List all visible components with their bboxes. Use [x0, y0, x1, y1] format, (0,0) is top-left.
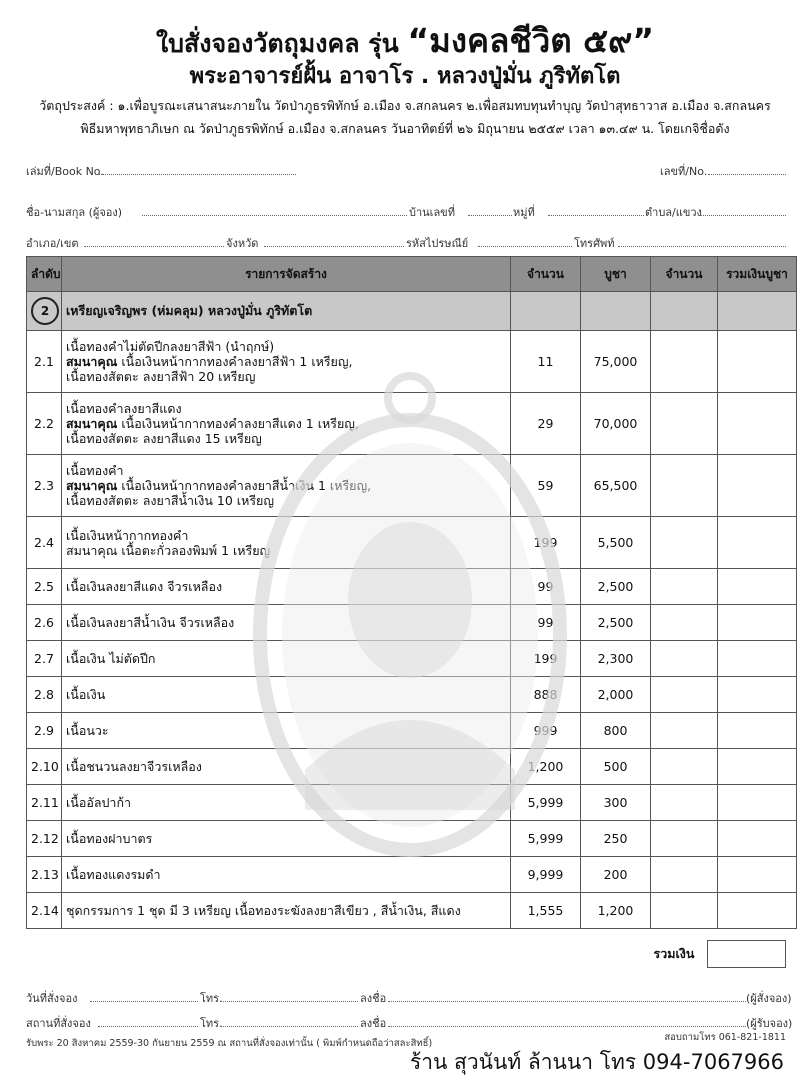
order-total-field[interactable]	[718, 749, 797, 785]
item-description	[62, 857, 511, 893]
ceremony-line: พิธีมหาพุทธาภิเษก ณ วัดป่าภูธรพิทักษ์ อ.เมือง จ.สกลนคร วันอาทิตย์ที่ ๒๖ มิถุนายน ๒๕๕๙ เวลา ๑๓.๔๙ น. โดยเกจิชื่อดัง	[80, 121, 730, 136]
title-series: “มงคลชีวิต ๕๙”	[407, 21, 655, 60]
order-quantity-field[interactable]	[651, 821, 718, 857]
items-table	[26, 256, 797, 929]
item-code: 2.14	[27, 893, 62, 929]
item-quantity-made: 5,999	[511, 785, 581, 821]
table-row	[27, 677, 797, 713]
line-text: เนื้อเงิน	[66, 687, 106, 702]
group-empty-cell	[718, 292, 797, 331]
item-price: 500	[581, 749, 651, 785]
item-description-line	[66, 493, 506, 508]
col-quantity-made: จำนวน	[511, 257, 581, 292]
col-order-quantity: จำนวน	[651, 257, 718, 292]
item-description-line	[66, 687, 506, 702]
item-quantity-made: 5,999	[511, 821, 581, 857]
item-code: 2.9	[27, 713, 62, 749]
table-row	[27, 605, 797, 641]
item-description-line	[66, 543, 506, 558]
item-description-line	[66, 615, 506, 630]
item-code: 2.5	[27, 569, 62, 605]
item-description	[62, 785, 511, 821]
orderer-label: (ผู้สั่งจอง)	[746, 992, 792, 1005]
item-code: 2.12	[27, 821, 62, 857]
item-price: 2,500	[581, 605, 651, 641]
item-quantity-made: 199	[511, 517, 581, 569]
bonus-label: สมนาคุณ	[66, 416, 118, 431]
group-number: 2	[31, 297, 59, 325]
item-description-line	[66, 528, 506, 543]
book-no-field[interactable]	[96, 174, 296, 175]
item-code: 2.13	[27, 857, 62, 893]
province-field[interactable]	[264, 246, 404, 247]
item-description-line	[66, 903, 506, 918]
no-label: เลขที่/No.	[660, 165, 708, 178]
col-price: บูชา	[581, 257, 651, 292]
order-total-field[interactable]	[718, 821, 797, 857]
item-price: 2,300	[581, 641, 651, 677]
order-total-field[interactable]	[718, 713, 797, 749]
table-row	[27, 569, 797, 605]
line-text: เนื้อเงินลงยาสีแดง จีวรเหลือง	[66, 579, 223, 594]
table-row	[27, 785, 797, 821]
orderer-signature-field[interactable]	[388, 1001, 746, 1002]
table-row	[27, 857, 797, 893]
line-text: เนื้อทองคำ	[66, 463, 124, 478]
item-description-line	[66, 401, 506, 416]
order-date-field[interactable]	[90, 1001, 198, 1002]
bonus-label: สมนาคุณ	[66, 478, 118, 493]
order-quantity-field[interactable]	[651, 713, 718, 749]
monks-title: พระอาจารย์ฝั้น อาจาโร . หลวงปู่มั่น ภูริทัตโต	[189, 64, 621, 89]
item-description-line	[66, 831, 506, 846]
order-place-label: สถานที่สั่งจอง	[26, 1017, 91, 1030]
order-place-field[interactable]	[98, 1026, 198, 1027]
order-total-field[interactable]	[718, 641, 797, 677]
no-field[interactable]	[708, 174, 786, 175]
total-amount-field[interactable]	[707, 940, 786, 968]
item-code: 2.6	[27, 605, 62, 641]
line-text: เนื้อทองแดงรมดำ	[66, 867, 161, 882]
line-text: สมนาคุณ เนื้อตะกั่วลองพิมพ์ 1 เหรียญ	[66, 542, 271, 558]
order-quantity-field[interactable]	[651, 677, 718, 713]
item-price: 1,200	[581, 893, 651, 929]
item-quantity-made: 1,200	[511, 749, 581, 785]
order-quantity-field[interactable]	[651, 455, 718, 517]
line-text: เนื้อทองสัตตะ ลงยาสีฟ้า 20 เหรียญ	[66, 369, 256, 384]
receive-note: รับพระ 20 สิงหาคม 2559-30 กันยายน 2559 ณ สถานที่สั่งจองเท่านั้น ( พิมพ์กำหนดถือว่าสละสิทธิ์)	[26, 1038, 433, 1049]
item-price: 200	[581, 857, 651, 893]
group-title: เหรียญเจริญพร (ห่มคลุม) หลวงปู่มั่น ภูริทัตโต	[62, 292, 511, 331]
group-empty-cell	[651, 292, 718, 331]
order-quantity-field[interactable]	[651, 785, 718, 821]
group-empty-cell	[581, 292, 651, 331]
item-code: 2.10	[27, 749, 62, 785]
item-description-line	[66, 463, 506, 478]
order-quantity-field[interactable]	[651, 893, 718, 929]
item-quantity-made: 59	[511, 455, 581, 517]
total-label: รวมเงิน	[653, 946, 695, 961]
item-description	[62, 749, 511, 785]
moo-label: หมู่ที่	[513, 206, 535, 219]
province-label: จังหวัด	[226, 237, 259, 250]
item-quantity-made: 1,555	[511, 893, 581, 929]
subdistrict-label: ตำบล/แขวง	[645, 206, 702, 219]
item-code: 2.1	[27, 331, 62, 393]
item-description	[62, 641, 511, 677]
table-row	[27, 393, 797, 455]
place-tel-field[interactable]	[220, 1026, 358, 1027]
order-total-field[interactable]	[718, 455, 797, 517]
bonus-label: สมนาคุณ	[66, 354, 118, 369]
line-text: เนื้อทองคำลงยาสีแดง	[66, 401, 182, 416]
item-description-line	[66, 478, 506, 493]
order-total-field[interactable]	[718, 605, 797, 641]
order-total-field[interactable]	[718, 785, 797, 821]
table-row	[27, 641, 797, 677]
item-description	[62, 677, 511, 713]
place-tel-label: โทร.	[200, 1017, 223, 1030]
house-no-label: บ้านเลขที่	[409, 206, 455, 219]
item-description-line	[66, 579, 506, 594]
order-quantity-field[interactable]	[651, 605, 718, 641]
item-price: 300	[581, 785, 651, 821]
item-price: 800	[581, 713, 651, 749]
group-empty-cell	[511, 292, 581, 331]
item-description-line	[66, 723, 506, 738]
name-field[interactable]	[142, 215, 407, 216]
title-prefix: ใบสั่งจองวัตถุมงคล รุ่น	[155, 29, 399, 58]
item-description	[62, 331, 511, 393]
item-description	[62, 569, 511, 605]
item-quantity-made: 29	[511, 393, 581, 455]
item-quantity-made: 99	[511, 569, 581, 605]
group-row	[27, 292, 797, 331]
item-description	[62, 605, 511, 641]
district-label: อำเภอ/เขต	[26, 237, 79, 250]
item-code: 2.3	[27, 455, 62, 517]
order-total-field[interactable]	[718, 331, 797, 393]
order-total-field[interactable]	[718, 857, 797, 893]
line-text: เนื้อเงินหน้ากากทองคำลงยาสีฟ้า 1 เหรียญ,	[117, 354, 353, 369]
table-header-row	[27, 257, 797, 292]
line-text: เนื้ออัลปาก้า	[66, 795, 132, 810]
line-text: เนื้อเงิน ไม่ตัดปีก	[66, 651, 156, 666]
order-total-field[interactable]	[718, 517, 797, 569]
order-total-field[interactable]	[718, 677, 797, 713]
shop-contact: ร้าน สุวนันท์ ล้านนา โทร 094-7067966	[409, 1050, 784, 1074]
item-quantity-made: 9,999	[511, 857, 581, 893]
table-row	[27, 331, 797, 393]
item-price: 70,000	[581, 393, 651, 455]
item-description	[62, 821, 511, 857]
name-label: ชื่อ-นามสกุล (ผู้จอง)	[26, 206, 123, 219]
table-row	[27, 517, 797, 569]
item-description-line	[66, 795, 506, 810]
phone-field[interactable]	[618, 246, 786, 247]
postcode-field[interactable]	[478, 246, 572, 247]
item-quantity-made: 888	[511, 677, 581, 713]
item-price: 65,500	[581, 455, 651, 517]
order-quantity-field[interactable]	[651, 517, 718, 569]
district-field[interactable]	[84, 246, 224, 247]
item-price: 75,000	[581, 331, 651, 393]
table-row	[27, 749, 797, 785]
item-quantity-made: 999	[511, 713, 581, 749]
item-code: 2.8	[27, 677, 62, 713]
line-text: เนื้อทองคำไม่ตัดปีกลงยาสีฟ้า (นำฤกษ์)	[66, 339, 275, 354]
order-quantity-field[interactable]	[651, 331, 718, 393]
line-text: เนื้อทองฝาบาตร	[66, 831, 153, 846]
receiver-signature-label: ลงชื่อ	[360, 1017, 387, 1030]
table-row	[27, 713, 797, 749]
phone-label: โทรศัพท์	[574, 237, 615, 250]
line-text: ชุดกรรมการ 1 ชุด มี 3 เหรียญ เนื้อทองระฆังลงยาสีเขียว , สีน้ำเงิน, สีแดง	[66, 903, 461, 918]
line-text: เนื้อนวะ	[66, 723, 109, 738]
item-price: 250	[581, 821, 651, 857]
purpose-line: วัตถุประสงค์ : ๑.เพื่อบูรณะเสนาสนะภายใน วัดป่าภูธรพิทักษ์ อ.เมือง จ.สกลนคร ๒.เพื่อสมทบทุนทำบุญ วัดป่าสุทธาวาส อ.เมือง จ.สกลนคร	[39, 98, 771, 113]
group-number-cell	[27, 292, 62, 331]
hotline: สอบถามโทร 061-821-1811	[664, 1032, 786, 1043]
order-quantity-field[interactable]	[651, 393, 718, 455]
item-description-line	[66, 339, 506, 354]
item-description	[62, 893, 511, 929]
postcode-label: รหัสไปรษณีย์	[406, 237, 469, 250]
moo-field[interactable]	[548, 215, 644, 216]
order-total-field[interactable]	[718, 569, 797, 605]
item-code: 2.4	[27, 517, 62, 569]
line-text: เนื้อเงินหน้ากากทองคำลงยาสีแดง 1 เหรียญ,	[117, 416, 359, 431]
order-quantity-field[interactable]	[651, 749, 718, 785]
receiver-signature-field[interactable]	[388, 1026, 746, 1027]
col-order: ลำดับ	[27, 257, 62, 292]
item-price: 5,500	[581, 517, 651, 569]
item-quantity-made: 11	[511, 331, 581, 393]
item-price: 2,500	[581, 569, 651, 605]
item-description-line	[66, 651, 506, 666]
line-text: เนื้อเงินหน้ากากทองคำ	[66, 527, 189, 543]
line-text: เนื้อชนวนลงยาจีวรเหลือง	[66, 759, 202, 774]
orderer-signature-label: ลงชื่อ	[360, 992, 387, 1005]
order-quantity-field[interactable]	[651, 857, 718, 893]
item-description-line	[66, 416, 506, 431]
line-text: เนื้อเงินลงยาสีน้ำเงิน จีวรเหลือง	[66, 615, 235, 630]
order-date-label: วันที่สั่งจอง	[26, 992, 78, 1005]
order-tel-field[interactable]	[220, 1001, 358, 1002]
item-description-line	[66, 759, 506, 774]
receiver-label: (ผู้รับจอง)	[746, 1017, 793, 1030]
item-code: 2.7	[27, 641, 62, 677]
item-description	[62, 393, 511, 455]
item-description-line	[66, 431, 506, 446]
table-row	[27, 893, 797, 929]
subdistrict-field[interactable]	[700, 215, 786, 216]
order-total-field[interactable]	[718, 893, 797, 929]
order-quantity-field[interactable]	[651, 569, 718, 605]
order-tel-label: โทร.	[200, 992, 223, 1005]
item-description-line	[66, 354, 506, 369]
item-code: 2.2	[27, 393, 62, 455]
col-item: รายการจัดสร้าง	[62, 257, 511, 292]
table-row	[27, 455, 797, 517]
order-total-field[interactable]	[718, 393, 797, 455]
item-description	[62, 713, 511, 749]
item-quantity-made: 99	[511, 605, 581, 641]
book-no-label: เล่มที่/Book No.	[26, 165, 104, 178]
item-price: 2,000	[581, 677, 651, 713]
item-description-line	[66, 369, 506, 384]
table-row	[27, 821, 797, 857]
item-description	[62, 517, 511, 569]
line-text: เนื้อเงินหน้ากากทองคำลงยาสีน้ำเงิน 1 เหรียญ,	[117, 478, 372, 493]
house-no-field[interactable]	[468, 215, 512, 216]
item-code: 2.11	[27, 785, 62, 821]
item-description	[62, 455, 511, 517]
order-quantity-field[interactable]	[651, 641, 718, 677]
line-text: เนื้อทองสัตตะ ลงยาสีแดง 15 เหรียญ	[66, 431, 262, 446]
col-total: รวมเงินบูชา	[718, 257, 797, 292]
line-text: เนื้อทองสัตตะ ลงยาสีน้ำเงิน 10 เหรียญ	[66, 493, 275, 508]
item-description-line	[66, 867, 506, 882]
item-quantity-made: 199	[511, 641, 581, 677]
